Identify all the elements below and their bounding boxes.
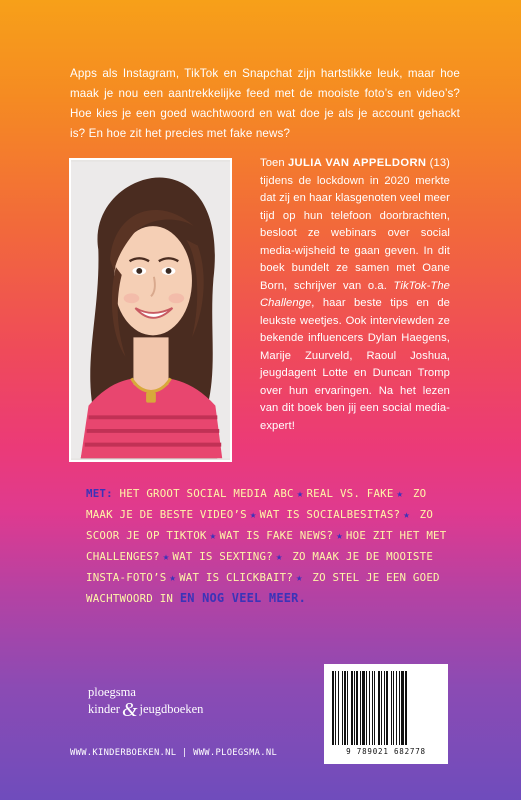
topic-item: ZO STEL JE EEN GOED WACHTWOORD IN xyxy=(86,571,440,605)
publisher-name: ploegsma xyxy=(88,685,136,699)
topic-item: ZO MAAK JE DE MOOISTE INSTA-FOTO’S xyxy=(86,550,434,584)
barcode-bar xyxy=(344,671,346,745)
barcode-bar xyxy=(401,671,404,745)
book-title: TikTok-The Challenge xyxy=(260,279,450,309)
topic-item: HET GROOT SOCIAL MEDIA ABC xyxy=(119,487,294,500)
topic-item: WAT IS SEXTING? xyxy=(172,550,273,563)
topics-lead: MET: xyxy=(86,487,113,500)
barcode-bar xyxy=(391,671,392,745)
barcode-bar xyxy=(360,671,361,745)
barcode-bar xyxy=(399,671,400,745)
author-photo xyxy=(69,158,232,462)
barcode-bar xyxy=(351,671,353,745)
star-icon: ★ xyxy=(169,571,177,584)
portrait-illustration xyxy=(71,160,230,460)
barcode-bar xyxy=(347,671,348,745)
barcode-bar xyxy=(335,671,336,745)
barcode-bar xyxy=(374,671,375,745)
bio-prefix: Toen xyxy=(260,157,288,169)
star-icon: ★ xyxy=(209,529,217,542)
star-icon: ★ xyxy=(336,529,343,542)
barcode-bar xyxy=(332,671,334,745)
barcode-bar xyxy=(356,671,358,745)
ampersand-icon: & xyxy=(121,698,138,721)
barcode-bar xyxy=(384,671,385,745)
publisher-imprint-b: jeugdboeken xyxy=(139,702,204,716)
barcode-bar xyxy=(342,671,343,745)
barcode-bar xyxy=(381,671,382,745)
topic-item: WAT IS SOCIALBESITAS? xyxy=(259,508,401,521)
star-icon: ★ xyxy=(162,550,170,563)
barcode-bar xyxy=(354,671,355,745)
barcode-bars xyxy=(332,671,440,745)
topics-list xyxy=(86,483,452,609)
topics-more: EN NOG VEEL MEER. xyxy=(179,591,307,605)
author-name: JULIA VAN APPELDORN xyxy=(287,157,427,169)
topic-item: ZO SCOOR JE OP TIKTOK xyxy=(86,508,434,542)
bio-text-2: , haar beste tips en de leukste weetjes. Ook interviewden ze bekende influencers Dylan Haegens, Marije Zuurveld, Raoul Joshua, jeugdagent Lotte en Duncan Tromp over hun ervaringen. Na het lezen van dit boek ben jij een social media-expert! xyxy=(260,297,450,432)
author-bio xyxy=(260,155,450,435)
star-icon: ★ xyxy=(275,550,283,563)
topic-item: WAT IS CLICKBAIT? xyxy=(179,571,294,584)
barcode-bar xyxy=(366,671,367,745)
barcode-bar xyxy=(372,671,373,745)
publisher-logo xyxy=(88,684,204,721)
topic-item: ZO MAAK JE DE BESTE VIDEO’S xyxy=(86,487,427,521)
bio-text: (13) tijdens de lockdown in 2020 merkte dat zij en haar klasgenoten veel meer tijd op hun telefoon doorbrachten, besloot ze webinars over social media-wijsheid te gaan geven. In dit boek bundelt ze samen met Oane Born, schrijver van o.a. xyxy=(260,157,450,292)
barcode-bar xyxy=(396,671,397,745)
barcode-bar xyxy=(369,671,370,745)
topic-item: WAT IS FAKE NEWS? xyxy=(219,529,334,542)
barcode-bar xyxy=(338,671,339,745)
star-icon: ★ xyxy=(403,508,410,521)
barcode xyxy=(324,664,448,764)
barcode-bar xyxy=(378,671,380,745)
topic-item: REAL VS. FAKE xyxy=(306,487,394,500)
topic-item: HOE ZIT HET MET CHALLENGES? xyxy=(86,529,447,563)
publisher-imprint xyxy=(88,698,204,721)
barcode-bar xyxy=(393,671,394,745)
website-urls: WWW.KINDERBOEKEN.NL | WWW.PLOEGSMA.NL xyxy=(70,748,278,758)
star-icon: ★ xyxy=(296,487,304,500)
star-icon: ★ xyxy=(296,571,303,584)
barcode-bar xyxy=(386,671,388,745)
star-icon: ★ xyxy=(396,487,404,500)
intro-text: Apps als Instagram, TikTok en Snapchat zijn hartstikke leuk, maar hoe maak je nou een aantrekkelijke feed met de mooiste foto’s en video’s? Hoe kies je een goed wachtwoord en wat doe je als je account gehackt is? En hoe zit het precies met fake news? xyxy=(70,67,460,140)
isbn-number: 9 789021 682778 xyxy=(346,747,426,756)
publisher-imprint-a: kinder xyxy=(88,702,120,716)
barcode-bar xyxy=(405,671,407,745)
barcode-bar xyxy=(362,671,365,745)
star-icon: ★ xyxy=(249,508,257,521)
